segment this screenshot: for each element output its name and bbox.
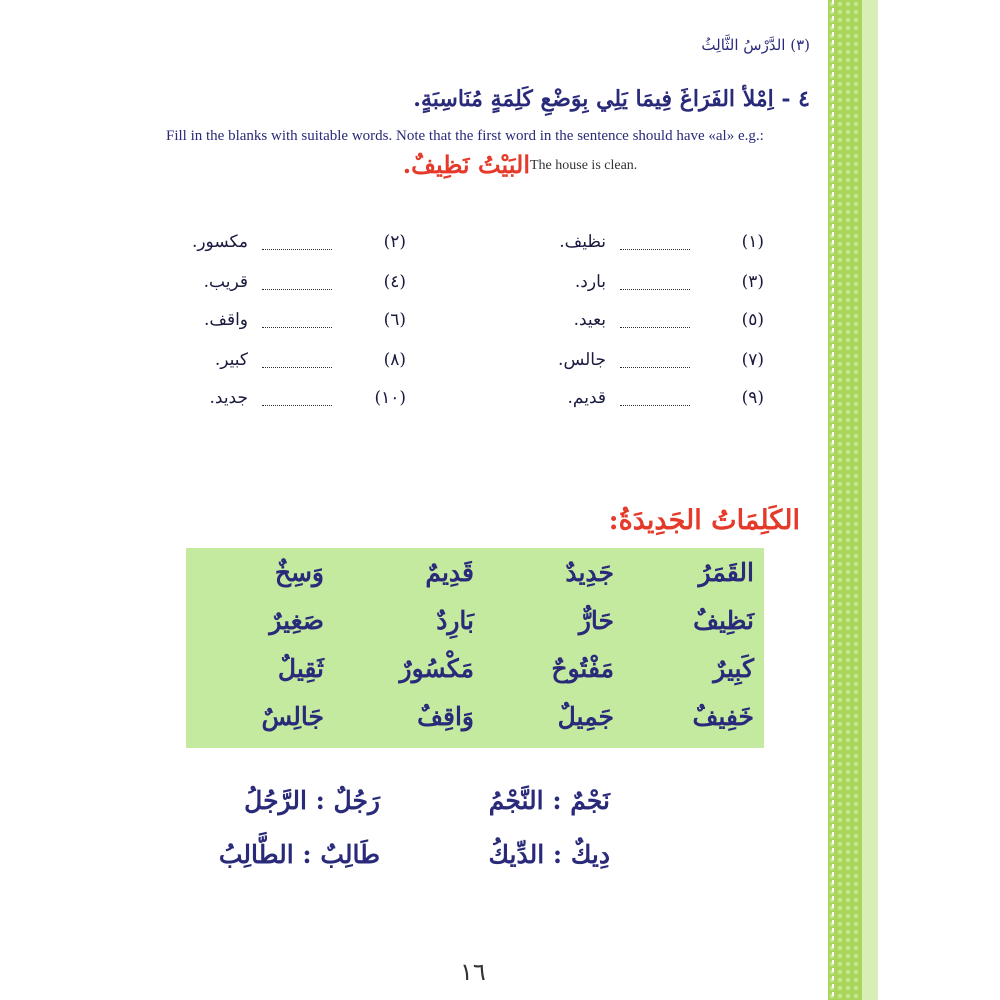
exercise-instruction: Fill in the blanks with suitable words. Note that the first word in the sentence should have «al» e.g.: xyxy=(166,128,764,144)
lesson-title: (٣) الدَّرْسُ الثَّالِثُ xyxy=(701,36,810,54)
definite-article-pair: طَالِبٌ : الطَّالِبُ xyxy=(218,840,380,869)
answer-blank[interactable] xyxy=(620,313,690,328)
exercise-item: (٣)بارد. xyxy=(574,272,764,292)
answer-blank[interactable] xyxy=(620,235,690,250)
exercise-item: (١٠)جديد. xyxy=(209,388,406,408)
exercise-item: (٧)جالس. xyxy=(558,350,764,370)
vocab-word: جَمِيلٌ xyxy=(557,702,614,731)
vocab-word: نَظِيفٌ xyxy=(693,606,754,635)
vocab-word: مَفْتُوحٌ xyxy=(551,654,614,683)
exercise-item: (٢)مكسور. xyxy=(191,232,406,252)
vocab-word: قَدِيمٌ xyxy=(425,558,474,587)
vocab-word: كَبِيرٌ xyxy=(713,654,754,683)
vocabulary-box xyxy=(186,548,764,748)
answer-blank[interactable] xyxy=(262,391,332,406)
exercise-item: (٥)بعيد. xyxy=(573,310,764,330)
vocab-word: جَالِسٌ xyxy=(261,702,324,731)
vocab-word: بَارِدٌ xyxy=(436,606,474,635)
example-arabic: البَيْتُ نَظِيفٌ. xyxy=(402,150,530,179)
vocab-word: ثَقِيلٌ xyxy=(277,654,324,683)
answer-blank[interactable] xyxy=(262,353,332,368)
vocab-word: جَدِيدٌ xyxy=(565,558,614,587)
exercise-item: (٦)واقف. xyxy=(203,310,406,330)
exercise-item: (٩)قديم. xyxy=(567,388,764,408)
vocab-word: حَارٌّ xyxy=(578,606,614,635)
exercise-item: (٤)قريب. xyxy=(203,272,406,292)
vocab-word: خَفِيفٌ xyxy=(692,702,754,731)
vocab-word: وَاقِفٌ xyxy=(417,702,474,731)
answer-blank[interactable] xyxy=(262,275,332,290)
page-outer-margin xyxy=(878,0,1000,1000)
page-border-edge xyxy=(862,0,878,1000)
vocab-word: صَغِيرٌ xyxy=(269,606,324,635)
exercise-item: (٨)كبير. xyxy=(214,350,406,370)
definite-article-pair: دِيكٌ : الدِّيكُ xyxy=(488,840,610,869)
definite-article-pair: رَجُلٌ : الرَّجُلُ xyxy=(244,786,380,815)
exercise-item: (١)نظيف. xyxy=(559,232,764,252)
exercise-title: ٤ - اِمْلأ الفَرَاغَ فِيمَا يَلِي بِوَضْعِ كَلِمَةٍ مُنَاسِبَةٍ. xyxy=(413,86,810,112)
decorative-border xyxy=(828,0,862,1000)
vocab-word: مَكْسُورٌ xyxy=(399,654,474,683)
page-number: ١٦ xyxy=(460,958,486,986)
answer-blank[interactable] xyxy=(620,353,690,368)
answer-blank[interactable] xyxy=(262,235,332,250)
vocabulary-title: الكَلِمَاتُ الجَدِيدَةُ: xyxy=(608,505,800,536)
vocab-word: وَسِخٌ xyxy=(274,558,324,587)
answer-blank[interactable] xyxy=(620,391,690,406)
vocab-word: القَمَرُ xyxy=(698,558,754,587)
example-english: The house is clean. xyxy=(530,158,638,173)
answer-blank[interactable] xyxy=(262,313,332,328)
definite-article-pair: نَجْمٌ : النَّجْمُ xyxy=(488,786,610,815)
answer-blank[interactable] xyxy=(620,275,690,290)
